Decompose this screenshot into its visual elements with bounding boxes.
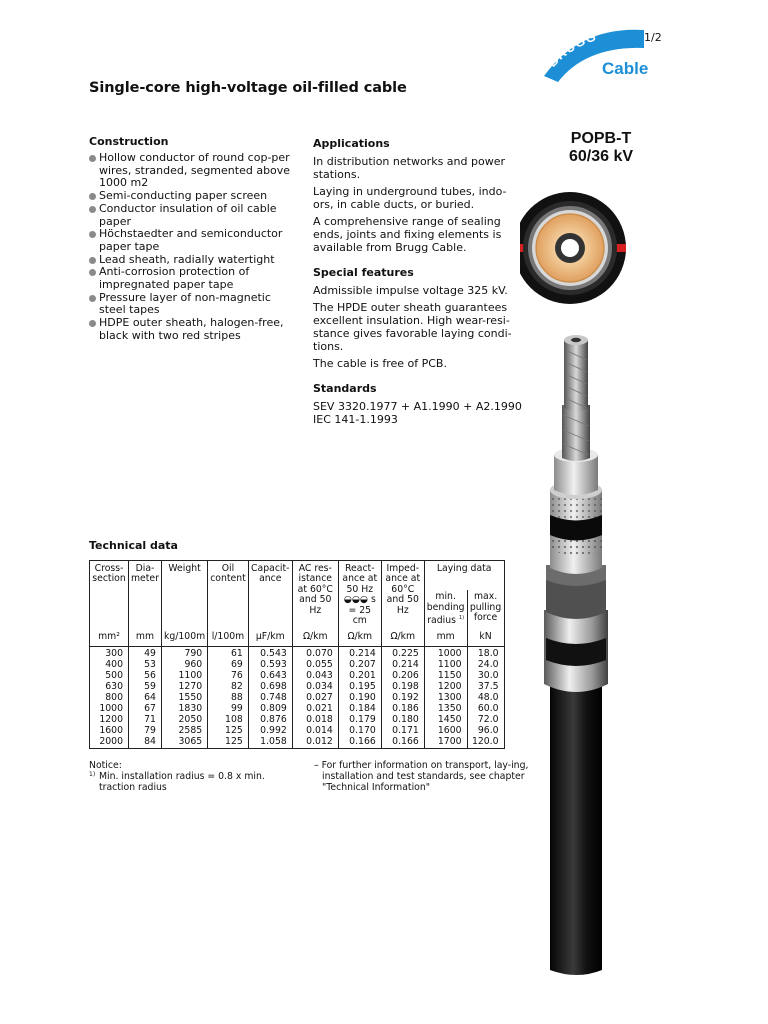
- unit-label: Ω/km: [381, 626, 424, 646]
- special-features-text: The HPDE outer sheath guarantees excellent insulation. High wear-resi-stance gives favorable laying condi-tions.: [313, 301, 512, 353]
- table-cell: 1300: [424, 692, 467, 703]
- table-cell: 72.0: [467, 714, 504, 725]
- table-cell: 0.201: [338, 670, 381, 681]
- laying-data-header: Laying data: [424, 561, 504, 591]
- table-cell: 0.180: [381, 714, 424, 725]
- table-cell: 630: [90, 681, 129, 692]
- column-header: Dia-meter: [129, 561, 162, 627]
- table-cell: 500: [90, 670, 129, 681]
- unit-label: mm: [129, 626, 162, 646]
- notice-block: [89, 760, 299, 793]
- cable-illustration: [520, 190, 680, 980]
- table-cell: 37.5: [467, 681, 504, 692]
- table-cell: 960: [161, 659, 207, 670]
- construction-item: Höchstaedter and semiconductor paper tape: [89, 228, 301, 253]
- table-cell: 0.225: [381, 646, 424, 659]
- table-cell: 0.198: [381, 681, 424, 692]
- standards-line: SEV 3320.1977 + A1.1990 + A2.1990: [313, 400, 522, 413]
- construction-item: Hollow conductor of round cop-per wires, stranded, segmented above 1000 m2: [89, 152, 301, 190]
- table-cell: 120.0: [467, 736, 504, 749]
- product-code: POPB-T: [570, 130, 632, 147]
- table-cell: 0.014: [292, 725, 338, 736]
- table-cell: 88: [208, 692, 249, 703]
- table-cell: 1100: [424, 659, 467, 670]
- technical-data-heading: Technical data: [89, 539, 178, 552]
- table-cell: 0.166: [381, 736, 424, 749]
- table-cell: 71: [129, 714, 162, 725]
- table-cell: 0.184: [338, 703, 381, 714]
- table-cell: 3065: [161, 736, 207, 749]
- table-cell: 400: [90, 659, 129, 670]
- table-cell: 69: [208, 659, 249, 670]
- footnote: [89, 771, 299, 793]
- construction-item: HDPE outer sheath, halogen-free, black with two red stripes: [89, 317, 301, 342]
- unit-label: l/100m: [208, 626, 249, 646]
- page-number: 1/2: [644, 31, 662, 44]
- column-header: Oil content: [208, 561, 249, 627]
- table-row: [90, 714, 505, 725]
- table-cell: 0.166: [338, 736, 381, 749]
- footnote-text: Min. installation radius = 0.8 x min. traction radius: [99, 771, 265, 793]
- table-cell: 0.170: [338, 725, 381, 736]
- construction-item: Pressure layer of non-magnetic steel tapes: [89, 292, 301, 317]
- table-cell: 300: [90, 646, 129, 659]
- column-header: AC res-istance at 60°C and 50 Hz: [292, 561, 338, 627]
- table-cell: 0.192: [381, 692, 424, 703]
- table-cell: 0.179: [338, 714, 381, 725]
- table-cell: 1270: [161, 681, 207, 692]
- table-cell: 108: [208, 714, 249, 725]
- cross-section-icon: [520, 192, 626, 304]
- table-cell: 0.171: [381, 725, 424, 736]
- logo-arc-text: BRUGG: [544, 28, 599, 70]
- table-row: [90, 703, 505, 714]
- table-cell: 96.0: [467, 725, 504, 736]
- table-cell: 0.206: [381, 670, 424, 681]
- column-header: max. pulling force: [467, 590, 504, 626]
- construction-item: Anti-corrosion protection of impregnated paper tape: [89, 266, 301, 291]
- table-cell: 0.034: [292, 681, 338, 692]
- table-cell: 60.0: [467, 703, 504, 714]
- table-cell: 800: [90, 692, 129, 703]
- table-cell: 1100: [161, 670, 207, 681]
- table-cell: 1150: [424, 670, 467, 681]
- table-cell: 67: [129, 703, 162, 714]
- construction-heading: Construction: [89, 135, 169, 148]
- table-cell: 79: [129, 725, 162, 736]
- table-cell: 0.876: [248, 714, 292, 725]
- product-voltage: 60/36 kV: [568, 148, 634, 165]
- table-cell: 0.012: [292, 736, 338, 749]
- unit-label: kN: [467, 626, 504, 646]
- technical-data-rows: [90, 646, 505, 748]
- table-cell: 0.809: [248, 703, 292, 714]
- table-cell: 0.043: [292, 670, 338, 681]
- applications-text: Laying in underground tubes, indo-ors, in cable ducts, or buried.: [313, 185, 507, 211]
- text-column: [313, 137, 525, 426]
- table-cell: 61: [208, 646, 249, 659]
- special-features-text: The cable is free of PCB.: [313, 357, 447, 370]
- table-cell: 56: [129, 670, 162, 681]
- document-title: Single-core high-voltage oil-filled cable: [89, 80, 407, 96]
- table-cell: 0.055: [292, 659, 338, 670]
- column-header: Weight: [161, 561, 207, 627]
- table-cell: 0.207: [338, 659, 381, 670]
- construction-item: Semi-conducting paper screen: [89, 190, 301, 203]
- unit-label: mm: [424, 626, 467, 646]
- table-cell: 1200: [90, 714, 129, 725]
- table-cell: 0.190: [338, 692, 381, 703]
- table-cell: 0.214: [338, 646, 381, 659]
- table-cell: 76: [208, 670, 249, 681]
- table-cell: 1000: [90, 703, 129, 714]
- table-cell: 82: [208, 681, 249, 692]
- construction-item: Conductor insulation of oil cable paper: [89, 203, 301, 228]
- table-row: [90, 736, 505, 749]
- table-cell: 1600: [90, 725, 129, 736]
- table-row: [90, 670, 505, 681]
- logo-word: Cable: [602, 59, 649, 78]
- table-cell: 1000: [424, 646, 467, 659]
- table-cell: 125: [208, 736, 249, 749]
- construction-list: [89, 152, 301, 343]
- table-row: [90, 646, 505, 659]
- unit-label: kg/100m: [161, 626, 207, 646]
- construction-section: [89, 135, 301, 343]
- table-cell: 49: [129, 646, 162, 659]
- column-header: Cross-section: [90, 561, 129, 627]
- column-header: min. bending radius $^{1)}$: [424, 590, 467, 626]
- standards-line: IEC 141-1.1993: [313, 413, 398, 426]
- table-cell: 790: [161, 646, 207, 659]
- table-cell: 1.058: [248, 736, 292, 749]
- table-cell: 1830: [161, 703, 207, 714]
- table-cell: 1600: [424, 725, 467, 736]
- table-cell: 0.593: [248, 659, 292, 670]
- table-cell: 0.195: [338, 681, 381, 692]
- brugg-cable-logo: [540, 26, 664, 84]
- standards-heading: Standards: [313, 382, 377, 395]
- technical-data-table: [89, 560, 505, 749]
- unit-label: Ω/km: [292, 626, 338, 646]
- table-cell: 84: [129, 736, 162, 749]
- special-features-heading: Special features: [313, 266, 414, 279]
- table-cell: 0.018: [292, 714, 338, 725]
- construction-item: Lead sheath, radially watertight: [89, 254, 301, 267]
- applications-text: A comprehensive range of sealing ends, joints and fixing elements is available from Brugg Cable.: [313, 215, 502, 254]
- table-cell: 1200: [424, 681, 467, 692]
- table-cell: 1350: [424, 703, 467, 714]
- table-cell: 0.021: [292, 703, 338, 714]
- unit-label: mm²: [90, 626, 129, 646]
- table-cell: 2000: [90, 736, 129, 749]
- table-row: [90, 692, 505, 703]
- table-cell: 53: [129, 659, 162, 670]
- table-cell: 0.027: [292, 692, 338, 703]
- table-cell: 64: [129, 692, 162, 703]
- table-row: [90, 725, 505, 736]
- column-header: Imped-ance at 60°C and 50 Hz: [381, 561, 424, 627]
- table-cell: 59: [129, 681, 162, 692]
- table-cell: 30.0: [467, 670, 504, 681]
- table-cell: 0.643: [248, 670, 292, 681]
- table-cell: 125: [208, 725, 249, 736]
- table-cell: 99: [208, 703, 249, 714]
- cable-cutaway-icon: [544, 335, 608, 975]
- table-cell: 48.0: [467, 692, 504, 703]
- table-cell: 1700: [424, 736, 467, 749]
- applications-heading: Applications: [313, 137, 390, 150]
- table-cell: 0.992: [248, 725, 292, 736]
- unit-label: µF/km: [248, 626, 292, 646]
- notice-heading: Notice:: [89, 760, 122, 771]
- special-features-text: Admissible impulse voltage 325 kV.: [313, 284, 508, 297]
- table-row: [90, 681, 505, 692]
- column-header: React-ance at 50 Hz ◒◒◒ s = 25 cm: [338, 561, 381, 627]
- table-cell: 0.070: [292, 646, 338, 659]
- table-cell: 18.0: [467, 646, 504, 659]
- applications-text: In distribution networks and power stations.: [313, 155, 505, 181]
- table-cell: 0.186: [381, 703, 424, 714]
- table-cell: 2050: [161, 714, 207, 725]
- unit-label: Ω/km: [338, 626, 381, 646]
- table-row: [90, 659, 505, 670]
- column-header: Capacit-ance: [248, 561, 292, 627]
- table-cell: 0.543: [248, 646, 292, 659]
- footnote-mark: 1): [89, 771, 96, 778]
- table-cell: 1450: [424, 714, 467, 725]
- table-cell: 0.214: [381, 659, 424, 670]
- info-note: – For further information on transport, lay-ing, installation and test standards, see chapter "Technical Information": [314, 760, 529, 793]
- table-cell: 24.0: [467, 659, 504, 670]
- table-cell: 0.698: [248, 681, 292, 692]
- table-cell: 2585: [161, 725, 207, 736]
- table-cell: 1550: [161, 692, 207, 703]
- table-cell: 0.748: [248, 692, 292, 703]
- product-designation: [552, 130, 650, 166]
